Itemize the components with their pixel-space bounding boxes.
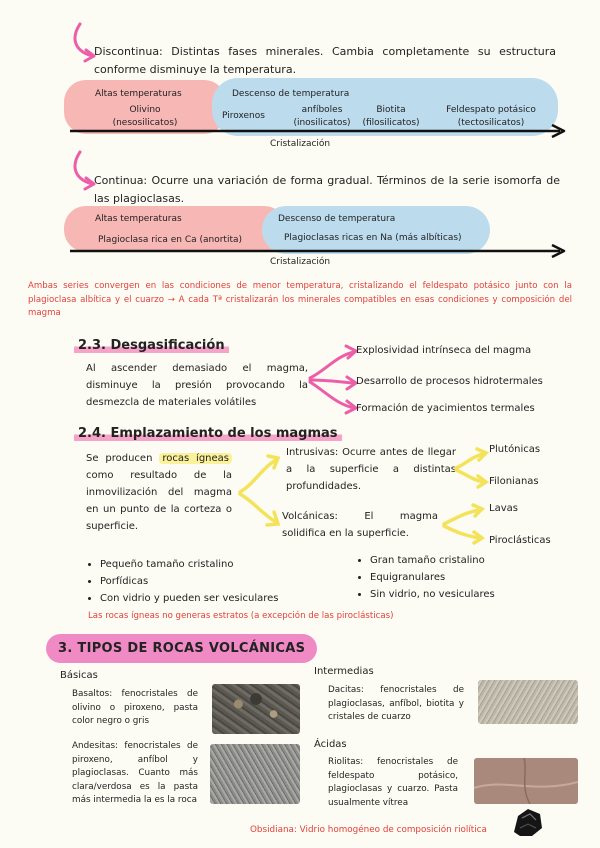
intrusivas-text: Intrusivas: Ocurre antes de llegar a la superficie a distintas profundidades. bbox=[286, 447, 456, 492]
section-23-title: 2.3. Desgasificación bbox=[74, 338, 229, 353]
list-item: • Sin vidrio, no vesiculares bbox=[370, 586, 576, 603]
outcome-hidrotermales: Desarrollo de procesos hidrotermales bbox=[356, 376, 543, 387]
basalto-image bbox=[212, 684, 300, 734]
yellow-branch-arrows bbox=[440, 502, 490, 546]
section-3-title: 3. TIPOS DE ROCAS VOLCÁNICAS bbox=[46, 634, 317, 663]
yellow-branch-arrows bbox=[452, 446, 492, 490]
feldespato-label: Feldespato potásico bbox=[446, 105, 536, 115]
list-item: • Pequeño tamaño cristalino bbox=[100, 556, 326, 573]
intermedias-heading: Intermedias bbox=[314, 666, 374, 677]
dacita-image bbox=[478, 680, 578, 724]
outcome-yacimientos: Formación de yacimientos termales bbox=[356, 403, 535, 414]
anortita-label: Plagioclasa rica en Ca (anortita) bbox=[98, 235, 242, 245]
riolitas-text: Riolitas: fenocristales de feldespato potásico, plagioclasas y cuarzo. Pasta usualmente vítrea bbox=[328, 757, 458, 808]
list-item: • Con vidrio y pueden ser vesiculares bbox=[100, 590, 326, 607]
obsidiana-note: Obsidiana: Vidrio homogéneo de composición riolítica bbox=[250, 825, 487, 835]
list-item: • Gran tamaño cristalino bbox=[370, 552, 576, 569]
section-24-body: Se producen rocas ígneas como resultado de la inmovilización del magma en un punto de la corteza o superficie. bbox=[86, 453, 232, 532]
axis-label: Cristalización bbox=[270, 139, 331, 149]
biotita-label: Biotita bbox=[376, 105, 406, 115]
filonianas-label: Filonianas bbox=[489, 476, 539, 487]
filosilicatos-label: (filosilicatos) bbox=[362, 118, 420, 128]
andesitas-text: Andesitas: fenocristales de piroxeno, anfíbol y plagioclasas. Cuanto más clara/verdosa es la pasta más intermedia la es la roca bbox=[72, 741, 198, 805]
list-item: • Equigranulares bbox=[370, 569, 576, 586]
riolita-image bbox=[474, 758, 578, 804]
high-temp-label: Altas temperaturas bbox=[95, 214, 182, 224]
obsidiana-image bbox=[510, 806, 544, 838]
lavas-label: Lavas bbox=[489, 503, 518, 514]
inosilicatos-label: (inosilicatos) bbox=[293, 118, 351, 128]
section-23-body: Al ascender demasiado el magma, disminuye la presión provocando la desmezcla de materiales volátiles bbox=[86, 363, 308, 408]
descent-label: Descenso de temperatura bbox=[278, 214, 396, 224]
dacitas-text: Dacitas: fenocristales de plagioclasas, anfíbol, biotita y cristales de cuarzo bbox=[328, 685, 464, 722]
piroxenos-label: Piroxenos bbox=[222, 111, 265, 121]
acidas-heading: Ácidas bbox=[314, 739, 347, 750]
continua-text: Continua: Ocurre una variación de forma gradual. Términos de la serie isomorfa de las plagioclasas. bbox=[94, 174, 560, 205]
descent-label: Descenso de temperatura bbox=[232, 89, 350, 99]
basaltos-text: Basaltos: fenocristales de olivino o piroxeno, pasta color negro o gris bbox=[72, 689, 198, 726]
volcanic-traits-list bbox=[86, 556, 326, 607]
intrusive-traits-list bbox=[356, 552, 576, 603]
plutonicas-label: Plutónicas bbox=[489, 444, 541, 455]
list-item: • Porfídicas bbox=[100, 573, 326, 590]
olivino-label: Olivino bbox=[129, 105, 161, 115]
convergence-note: Ambas series convergen en las condiciones de menor temperatura, cristalizando el feldespato potásico junto con la plagioclasa albítica y el cuarzo → A cada Tª cristalizarán los minerales compatibles en esas condiciones y composición del magma bbox=[28, 281, 572, 318]
piroclasticas-label: Piroclásticas bbox=[489, 535, 551, 546]
section-24-title: 2.4. Emplazamiento de los magmas bbox=[74, 426, 342, 441]
yellow-branch-arrows bbox=[236, 448, 286, 534]
crystallization-arrow bbox=[70, 124, 570, 138]
branch-arrows bbox=[306, 340, 362, 420]
nesosilicatos-label: (nesosilicatos) bbox=[112, 118, 178, 128]
tectosilicatos-label: (tectosilicatos) bbox=[457, 118, 525, 128]
anfiboles-label: anfíboles bbox=[301, 105, 343, 115]
axis-label: Cristalización bbox=[270, 257, 331, 267]
discontinua-text: Discontinua: Distintas fases minerales. Cambia completamente su estructura conforme disminuye la temperatura. bbox=[94, 45, 556, 76]
rocas-igneas-highlight: rocas ígneas bbox=[159, 453, 232, 464]
outcome-explosividad: Explosividad intrínseca del magma bbox=[356, 345, 532, 356]
basicas-heading: Básicas bbox=[60, 670, 98, 681]
high-temp-label: Altas temperaturas bbox=[95, 89, 182, 99]
albiticas-label: Plagioclasas ricas en Na (más albíticas) bbox=[284, 233, 462, 243]
volcanicas-text: Volcánicas: El magma solidifica en la superficie. bbox=[282, 511, 438, 539]
andesita-image bbox=[210, 744, 300, 804]
igneous-note: Las rocas ígneas no generas estratos (a excepción de las piroclásticas) bbox=[88, 611, 394, 621]
